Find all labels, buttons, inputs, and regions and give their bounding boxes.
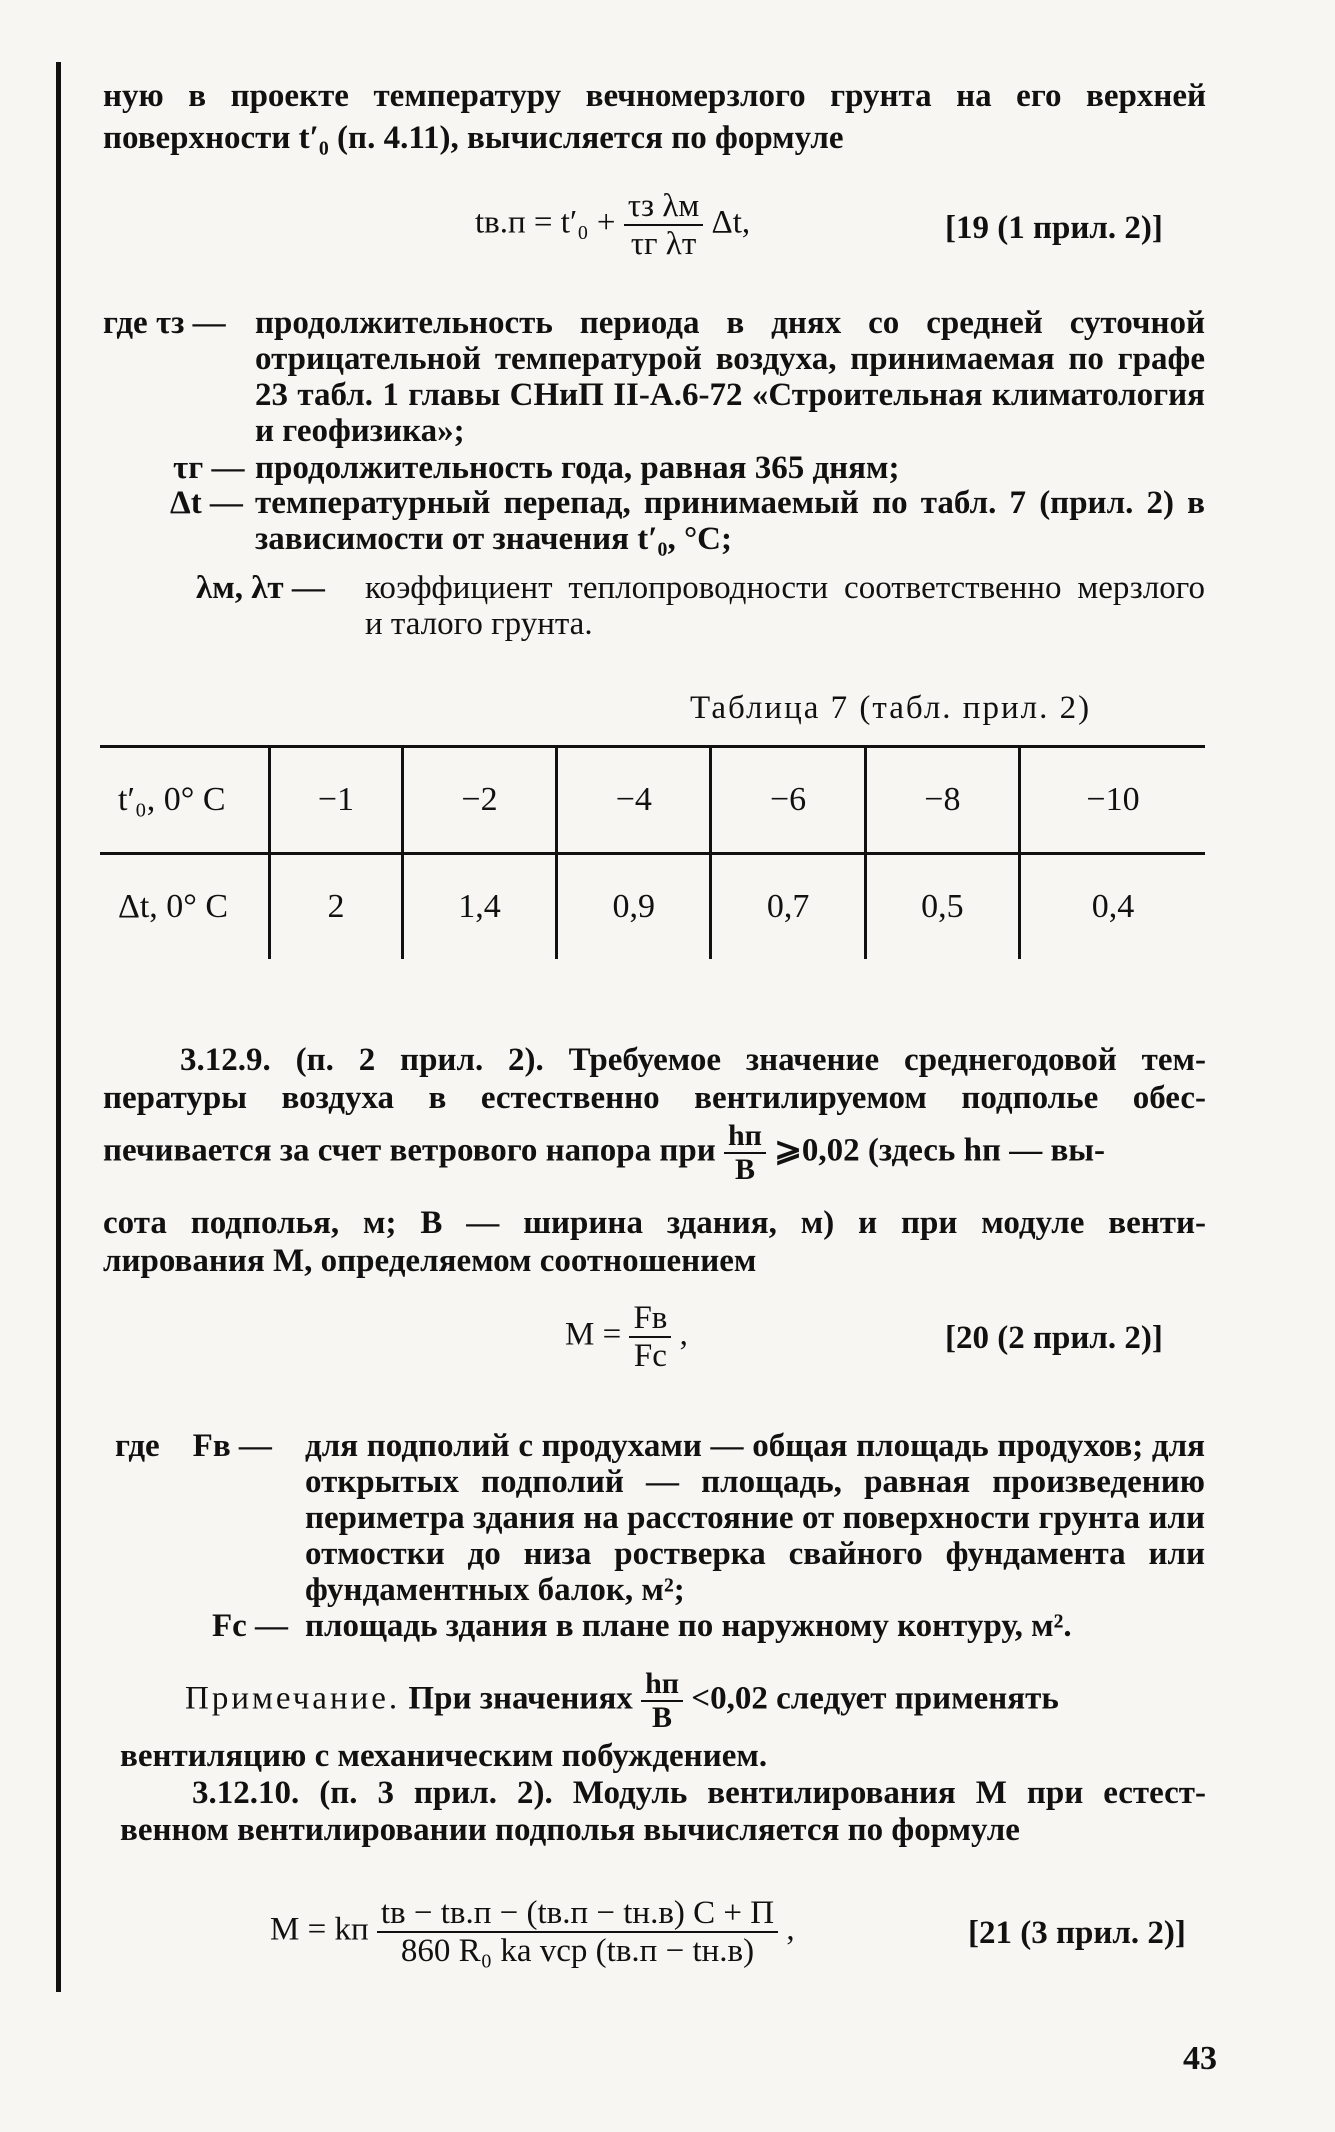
formula-21-tail: , <box>786 1911 795 1948</box>
note-post: <0,02 следует применять <box>691 1680 1059 1717</box>
para-3129-line-3-post: ⩾0,02 (здесь hп — вы- <box>774 1132 1106 1169</box>
table-cell: −6 <box>711 747 865 854</box>
para-3129-line-1: 3.12.9. (п. 2 прил. 2). Требуемое значение среднегодовой тем- <box>180 1042 1206 1078</box>
table-7-caption: Таблица 7 (табл. прил. 2) <box>690 690 1092 726</box>
b-denominator: B <box>734 1153 755 1186</box>
formula-19-tail: Δt, <box>711 204 751 241</box>
def19-term-1: где τз — <box>103 305 226 341</box>
formula-20-lhs: M = <box>565 1316 622 1353</box>
intro-line-1: ную в проекте температуру вечномерзлого грунта на его верхней <box>103 78 1206 114</box>
formula-21-denominator: 860 R₀ kа vср (tв.п − tн.в) <box>400 1933 755 1969</box>
hp-over-b-fraction <box>724 1120 766 1186</box>
table-cell: 0,7 <box>711 854 865 960</box>
para-3129-line-3-pre: печивается за счет ветрового напора при <box>103 1132 716 1169</box>
def20-term-1: где Fв — <box>115 1428 272 1464</box>
def20-term-2: Fс — <box>212 1608 289 1644</box>
para-3129-line-4: сота подполья, м; B — ширина здания, м) и при модуле венти- <box>103 1205 1206 1241</box>
def20-text-2: площадь здания в плане по наружному контуру, м². <box>305 1608 1072 1644</box>
table-cell: 0,4 <box>1020 854 1206 960</box>
para-3129-line-5: лирования M, определяемом соотношением <box>103 1243 757 1279</box>
intro-line-2: поверхности t′₀ (п. 4.11), вычисляется по формуле <box>103 120 844 156</box>
note-numerator: hп <box>641 1668 683 1702</box>
table-cell: 1,4 <box>402 854 556 960</box>
formula-20-numerator: Fв <box>629 1300 671 1338</box>
note-pre: При значениях <box>408 1680 633 1717</box>
table-cell: 0,9 <box>557 854 711 960</box>
formula-19-lhs: tв.п = t′₀ + <box>475 204 616 241</box>
def19-term-4: λм, λт — <box>196 570 325 606</box>
formula-20-tail: , <box>679 1316 688 1353</box>
formula-21 <box>270 1895 795 1969</box>
table-7 <box>100 745 1205 959</box>
margin-bar <box>56 62 61 1992</box>
hp-numerator: hп <box>724 1120 766 1154</box>
table-cell: −2 <box>402 747 556 854</box>
page-number: 43 <box>1183 2040 1217 2077</box>
formula-21-ref: [21 (3 прил. 2)] <box>968 1915 1186 1951</box>
formula-20 <box>565 1300 688 1374</box>
formula-19-denominator: τг λт <box>630 226 697 262</box>
note-line-2: вентиляцию с механическим побуждением. <box>120 1738 768 1774</box>
table-7-row1-header: t′₀, 0° C <box>100 747 270 854</box>
def19-text-2: продолжительность года, равная 365 дням; <box>255 450 900 486</box>
table-7-row-dt <box>100 854 1205 960</box>
table-7-row-t0 <box>100 747 1205 854</box>
formula-20-denominator: Fс <box>633 1338 667 1374</box>
def20-text-1: для подполий с продухами — общая площадь продухов; для открытых подполий — площадь, равная произведению периметра здания на расстояние от поверхности грунта или отмостки до низа ростверка свайного фундамента или фундаментных балок, м²; <box>305 1428 1205 1608</box>
def19-term-2: τг — <box>173 450 245 486</box>
def19-text-3: температурный перепад, принимаемый по табл. 7 (прил. 2) в зависимости от значения t′₀, °С; <box>255 485 1205 557</box>
table-7-row2-header: Δt, 0° C <box>118 888 229 925</box>
table-cell: −1 <box>270 747 403 854</box>
note-label: Примечание. <box>185 1680 401 1717</box>
table-cell: −4 <box>557 747 711 854</box>
formula-21-lhs: M = kп <box>270 1911 369 1948</box>
para-3129-line-2: пературы воздуха в естественно вентилируемом подполье обес- <box>103 1080 1206 1116</box>
formula-21-fraction <box>377 1895 778 1969</box>
table-cell: −10 <box>1020 747 1206 854</box>
formula-19-ref: [19 (1 прил. 2)] <box>945 210 1163 246</box>
def19-text-1: продолжительность периода в днях со средней суточной отрицательной температурой воздуха, принимаемая по графе 23 табл. 1 главы СНиП II-А.6-72 «Строительная климатология и геофизика»; <box>255 305 1205 449</box>
table-cell: 0,5 <box>865 854 1019 960</box>
formula-21-numerator: tв − tв.п − (tв.п − tн.в) C + П <box>377 1895 778 1933</box>
formula-20-fraction <box>629 1300 671 1374</box>
formula-19 <box>475 188 750 262</box>
para-3129-line-3 <box>103 1120 1213 1186</box>
note-line-1 <box>185 1668 1059 1734</box>
formula-19-numerator: τз λм <box>624 188 703 226</box>
formula-20-ref: [20 (2 прил. 2)] <box>945 1320 1163 1356</box>
table-cell: −8 <box>865 747 1019 854</box>
note-fraction <box>641 1668 683 1734</box>
para-31210-line-1: 3.12.10. (п. 3 прил. 2). Модуль вентилирования M при естест- <box>192 1775 1206 1811</box>
table-cell: 2 <box>270 854 403 960</box>
formula-19-fraction <box>624 188 703 262</box>
note-denominator: B <box>652 1701 673 1734</box>
def19-term-3: Δt — <box>170 485 243 521</box>
def19-text-4: коэффициент теплопроводности соответственно мерзлого и талого грунта. <box>365 570 1205 642</box>
para-31210-line-2: венном вентилировании подполья вычисляется по формуле <box>120 1812 1020 1848</box>
